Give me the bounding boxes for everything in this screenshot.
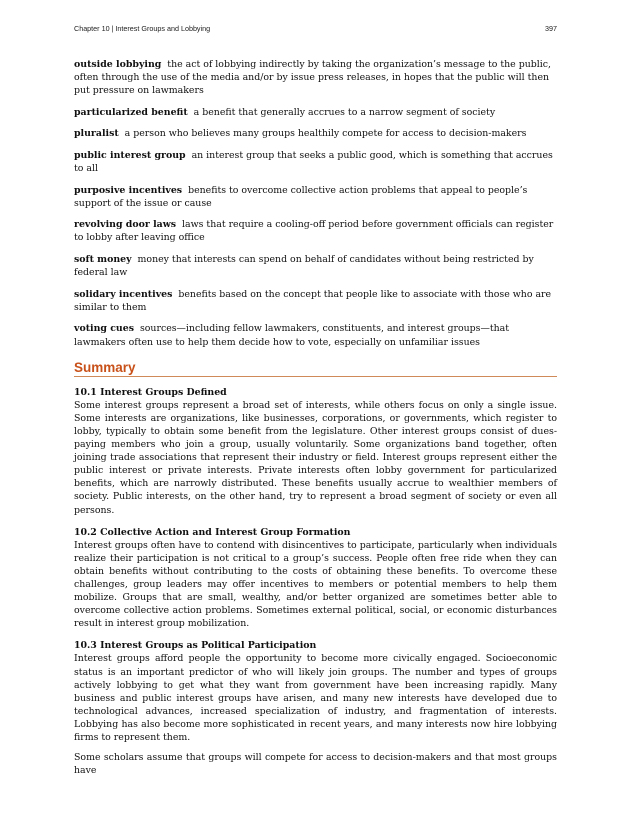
glossary-definition: a benefit that generally accrues to a narrow segment of society	[193, 106, 496, 118]
glossary-entry	[74, 127, 557, 140]
chapter-title: Chapter 10 | Interest Groups and Lobbying	[74, 24, 211, 33]
summary-section	[74, 386, 557, 517]
glossary-entry	[74, 322, 557, 348]
section-body: Interest groups often have to contend with disincentives to participate, particularly when individuals realize their participation is not critical to a group’s success. People often free ride when they can obtain benefits without contributing to the costs of obtaining these benefits. To overcome these challenges, group leaders may offer incentives to members or potential members to help them mobilize. Groups that are small, wealthy, and/or better organized are sometimes better able to overcome collective action problems. Sometimes external political, social, or economic disturbances result in interest group mobilization.	[74, 539, 557, 630]
glossary-definition: benefits to overcome collective action problems that appeal to people’s support of the issue or cause	[74, 184, 528, 209]
section-title: 10.2 Collective Action and Interest Group Formation	[74, 526, 351, 538]
glossary-term: outside lobbying	[74, 59, 162, 70]
glossary-term: solidary incentives	[74, 288, 173, 300]
glossary-entry	[74, 58, 557, 97]
glossary-definition: sources—including fellow lawmakers, constituents, and interest groups—that lawmakers often use to help them decide how to vote, especially on unfamiliar issues	[74, 323, 510, 348]
glossary-definition: a person who believes many groups healthily compete for access to decision-makers	[124, 128, 527, 140]
glossary-term: voting cues	[74, 323, 134, 335]
glossary-definition: benefits based on the concept that people like to associate with those who are similar to them	[74, 288, 552, 313]
summary-paragraph: Some scholars assume that groups will compete for access to decision-makers and that most groups have	[74, 752, 557, 777]
page-header	[74, 24, 557, 33]
section-title: 10.3 Interest Groups as Political Participation	[74, 640, 317, 652]
glossary-definition: the act of lobbying indirectly by taking the organization’s message to the public, often through the use of the media and/or by issue press releases, in hopes that the public will then put pressure on lawmakers	[74, 59, 551, 97]
glossary-entry	[74, 253, 557, 279]
summary-section	[74, 526, 557, 631]
section-title: 10.1 Interest Groups Defined	[74, 386, 227, 398]
glossary-term: soft money	[74, 254, 132, 266]
summary-heading: Summary	[74, 361, 557, 377]
glossary-definition: laws that require a cooling-off period before government officials can register to lobby after leaving office	[74, 219, 554, 244]
glossary-definition: an interest group that seeks a public good, which is something that accrues to all	[74, 149, 553, 175]
glossary-entry	[74, 184, 557, 210]
summary-section	[74, 639, 557, 744]
section-body: Some interest groups represent a broad set of interests, while others focus on only a single issue. Some interests are organizations, like businesses, corporations, or governments, which register to lobby, typically to obtain some benefit from the legislature. Other interest groups consist of dues-paying members who join a group, usually voluntarily. Some organizations band together, often joining trade associations that represent their industry or field. Interest groups represent either the public interest or private interests. Private interests often lobby government for particularized benefits, which are narrowly distributed. These benefits usually accrue to wealthier members of society. Public interests, on the other hand, try to represent a broad segment of society or even all persons.	[74, 399, 557, 516]
glossary-entry	[74, 218, 557, 244]
glossary-term: particularized benefit	[74, 106, 188, 118]
glossary-entry	[74, 106, 557, 119]
glossary-term: purposive incentives	[74, 184, 183, 196]
glossary-entry	[74, 288, 557, 314]
page-content	[74, 58, 557, 777]
glossary-term: revolving door laws	[74, 219, 177, 231]
page-number: 397	[545, 24, 557, 33]
glossary-term: pluralist	[74, 128, 119, 140]
glossary-entry	[74, 149, 557, 175]
glossary-term: public interest group	[74, 149, 186, 161]
section-body: Interest groups afford people the opportunity to become more civically engaged. Socioeconomic status is an important predictor of who will likely join groups. The number and types of groups actively lobbying to get what they want from government have been increasing rapidly. Many business and public interest groups have arisen, and many new interests have developed due to technological advances, increased specialization of industry, and fragmentation of interests. Lobbying has also become more sophisticated in recent years, and many interests now hire lobbying firms to represent them.	[74, 653, 557, 744]
glossary-definition: money that interests can spend on behalf of candidates without being restricted by federal law	[74, 254, 534, 279]
